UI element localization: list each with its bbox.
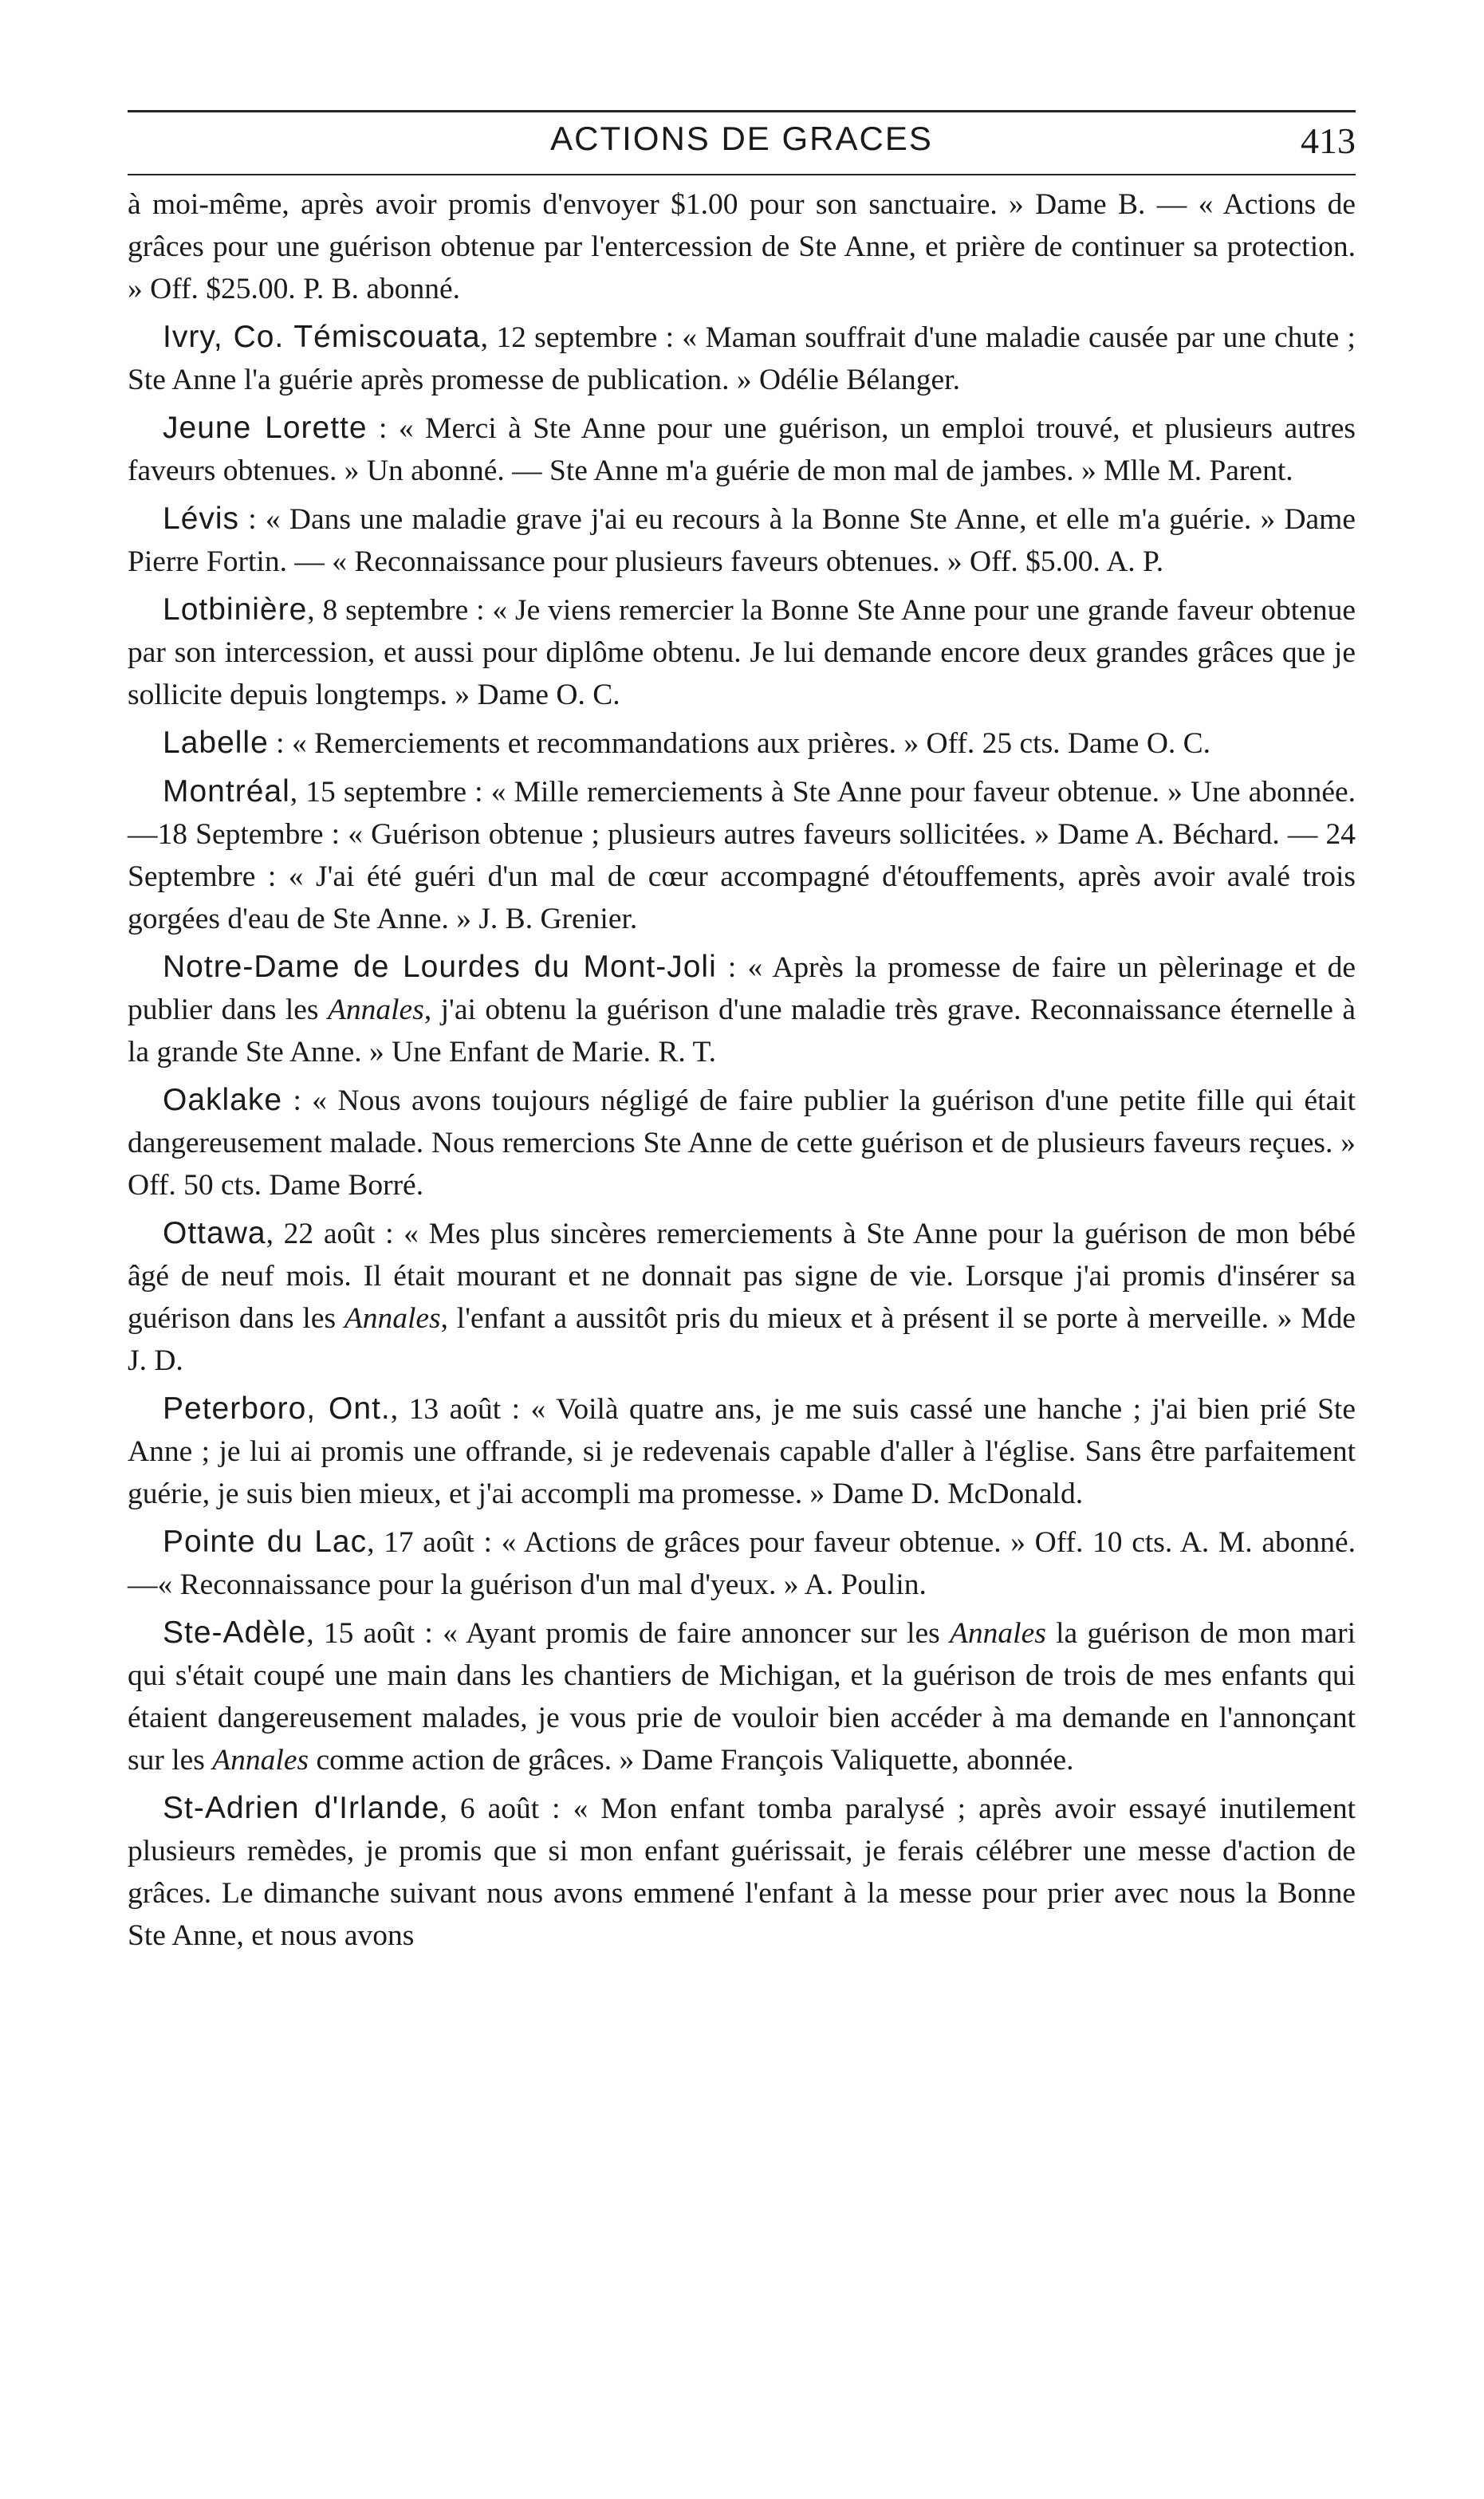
entry-text: , 15 septembre : « Mille remerciements à Ste Anne pour faveur obtenue. » Une abonnée.—18 Septembre : « Guérison obtenue ; plusieurs autres faveurs sollicitées. » Dame A. Béchard. — 24 Septembre : « J'ai été guéri d'un mal de cœur accompagné d'étouffements, après avoir avalé trois gorgées d'eau de Ste Anne. » J. B. Grenier.: [128, 776, 1356, 935]
entry-text: , j'ai obtenu la guérison d'une maladie très grave. Reconnaissance éternelle à la grande Ste Anne. » Une Enfant de Marie. R. T.: [128, 994, 1356, 1068]
entry-levis: [128, 498, 1356, 583]
entry-text: à moi-même, après avoir promis d'envoyer $1.00 pour son sanctuaire. » Dame B. — « Actions de grâces pour une guérison obtenue par l'entercession de Ste Anne, et prière de continuer sa protection. » Off. $25.00. P. B. abonné.: [128, 188, 1356, 305]
entry-ivry: [128, 316, 1356, 401]
entry-text: comme action de grâces. » Dame François Valiquette, abonnée.: [309, 1744, 1074, 1777]
entry-place: Oaklake: [163, 1083, 283, 1117]
running-title: ACTIONS DE GRACES: [550, 120, 933, 157]
entry-place: Notre-Dame de Lourdes du Mont-Joli: [163, 950, 717, 984]
entry-labelle: [128, 722, 1356, 765]
entry-place: St-Adrien d'Irlande: [163, 1791, 440, 1825]
page-number: 413: [1301, 120, 1356, 161]
entry-text: , 6 août : « Mon enfant tomba paralysé ; après avoir essayé inutilement plusieurs remèdes, je promis que si mon enfant guérissait, je ferais célébrer une messe d'action de grâces. Le dimanche suivant nous avons emmené l'enfant à la messe pour prier avec nous la Bonne Ste Anne, et nous avons: [128, 1793, 1356, 1952]
entry-text: : « Remerciements et recommandations aux prières. » Off. 25 cts. Dame O. C.: [268, 727, 1211, 760]
entry-text: , l'enfant a aussitôt pris du mieux et à présent il se porte à merveille. » Mde J. D.: [128, 1302, 1356, 1377]
entry-place: Ivry, Co. Témiscouata: [163, 320, 481, 354]
entry-place: Montréal: [163, 774, 290, 809]
entry-oaklake: [128, 1079, 1356, 1206]
entry-place: Lotbinière: [163, 592, 308, 627]
annales-title: Annales: [950, 1617, 1046, 1650]
entry-text: , 17 août : « Actions de grâces pour faveur obtenue. » Off. 10 cts. A. M. abonné.—« Reconnaissance pour la guérison d'un mal d'yeux. » A. Poulin.: [128, 1526, 1356, 1601]
annales-title: Annales: [327, 994, 424, 1026]
entry-place: Peterboro, Ont.: [163, 1391, 391, 1426]
header-bottom-rule: [128, 174, 1356, 175]
entry-ottawa: [128, 1212, 1356, 1382]
entry-place: Lévis: [163, 502, 240, 536]
entry-place: Ottawa: [163, 1216, 266, 1250]
entry-pointe-du-lac: [128, 1521, 1356, 1606]
entry-text: : « Dans une maladie grave j'ai eu recours à la Bonne Ste Anne, et elle m'a guérie. » Dame Pierre Fortin. — « Reconnaissance pour plusieurs faveurs obtenues. » Off. $5.00. A. P.: [128, 503, 1356, 578]
entry-text: : « Merci à Ste Anne pour une guérison, un emploi trouvé, et plusieurs autres faveurs obtenues. » Un abonné. — Ste Anne m'a guérie de mon mal de jambes. » Mlle M. Parent.: [128, 412, 1356, 487]
annales-title: Annales: [212, 1744, 309, 1777]
entry-peterboro: [128, 1387, 1356, 1515]
entry-place: Pointe du Lac: [163, 1525, 368, 1559]
entry-text: : « Nous avons toujours négligé de faire publier la guérison d'une petite fille qui était dangereusement malade. Nous remercions Ste Anne de cette guérison et de plusieurs faveurs reçues. » Off. 50 cts. Dame Borré.: [128, 1084, 1356, 1202]
entry-montreal: [128, 770, 1356, 940]
entry-text: la guérison de mon mari qui s'était coupé une main dans les chantiers de Michigan, et la guérison de trois de mes enfants qui étaient dangereusement malades, je vous prie de vouloir bien accéder à ma demande en l'annonçant sur les: [128, 1617, 1356, 1777]
entry-ste-adele: [128, 1612, 1356, 1781]
page-header: [128, 120, 1356, 169]
annales-title: Annales: [344, 1302, 441, 1335]
entry-jeune-lorette: [128, 407, 1356, 492]
entry-text: , 22 août : « Mes plus sincères remerciements à Ste Anne pour la guérison de mon bébé âgé de neuf mois. Il était mourant et ne donnait pas signe de vie. Lorsque j'ai promis d'insérer sa guérison dans les: [128, 1218, 1356, 1335]
entry-place: Jeune Lorette: [163, 411, 368, 445]
entry-place: Ste-Adèle: [163, 1615, 307, 1650]
entry-text: , 8 septembre : « Je viens remercier la Bonne Ste Anne pour une grande faveur obtenue par son intercession, et aussi pour diplôme obtenu. Je lui demande encore deux grandes grâces que je sollicite depuis longtemps. » Dame O. C.: [128, 594, 1356, 711]
entry-lotbiniere: [128, 588, 1356, 716]
entry-place: Labelle: [163, 726, 269, 760]
entry-mont-joli: [128, 946, 1356, 1073]
page-body: [128, 183, 1356, 1962]
entry-text: , 13 août : « Voilà quatre ans, je me suis cassé une hanche ; j'ai bien prié Ste Anne ; je lui ai promis une offrande, si je redevenais capable d'aller à l'église. Sans être parfaitement guérie, je suis bien mieux, et j'ai accompli ma promesse. » Dame D. McDonald.: [128, 1393, 1356, 1510]
entry-text: , 12 septembre : « Maman souffrait d'une maladie causée par une chute ; Ste Anne l'a guérie après promesse de publication. » Odélie Bélanger.: [128, 321, 1356, 396]
entry-text: : « Après la promesse de faire un pèlerinage et de publier dans les: [128, 951, 1356, 1026]
header-top-rule: [128, 110, 1356, 112]
entry-text: , 15 août : « Ayant promis de faire annoncer sur les: [306, 1617, 950, 1650]
entry-continuation: [128, 183, 1356, 310]
entry-st-adrien: [128, 1787, 1356, 1957]
